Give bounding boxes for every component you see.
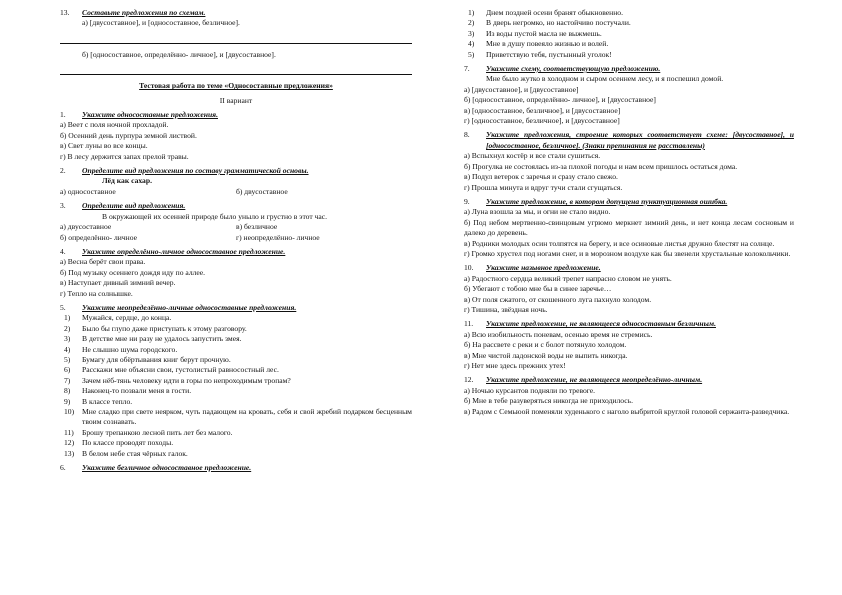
item-number: 5) [468,49,475,59]
question-number: 7. [464,64,470,74]
option: в) Радом с Семьюой поменяли худенького с наголо выбритой круглой головой сержанта-разведчика. [464,406,790,416]
item-text: Приветствую тебя, пустынный уголок! [486,49,612,59]
option: г) неопределённо- личное [236,232,320,242]
option: в) [односоставное, безличное], и [двусоставное] [464,105,621,115]
item-text: В дверь негромко, но настойчиво постучали. [486,18,631,28]
question-number: 4. [60,246,66,256]
question-6 [60,463,412,473]
options-row [60,187,412,197]
item-number: 2) [468,18,475,28]
test-title: Тестовая работа по теме «Односоставные предложения» [139,81,333,91]
question-number: 10. [464,263,474,273]
question-title: Укажите предложение, не являющееся неопределённо-личным. [486,375,703,385]
list-item [464,8,794,18]
item-text: Зачем нёб-тянь человеку идти в горы по непроходимым тропам? [82,375,291,385]
item-number: 7) [64,375,71,385]
option: б) На рассвете с реки и с болот потянуло холодом. [464,340,627,350]
question-number: 11. [464,319,474,329]
option: в) Наступает дивный зимний вечер. [60,278,176,288]
option: а) [двусоставное], и [двусоставное] [464,84,579,94]
option: в) От поля сжатого, от скошенного луга пахнуло холодом. [464,294,652,304]
question-number: 3. [60,201,66,211]
list-item [464,50,794,60]
question-title: Укажите предложение, не являющееся односоставным безличным. [486,319,716,329]
option: а) Весна берёт свои права. [60,257,146,267]
item-number: 5) [64,354,71,364]
question-number: 5. [60,302,66,312]
item-number: 2) [64,323,71,333]
question-sentence: Мне было жутко в холодном и сыром осеннем лесу, и я поспешил домой. [486,74,724,84]
question-number: 1. [60,110,66,120]
list-item [464,29,794,39]
option: г) [односоставное, безличное], и [двусоставное] [464,116,620,126]
question-5 [60,303,412,313]
item-text: Брошу трепанкою лесной пить лет без малого. [82,427,233,437]
item-text: В детстве мне ни разу не удалось запустить змея. [82,334,242,344]
question-10 [464,263,794,273]
item-text: Из воды пустой масла не выжмешь. [486,28,602,38]
question-2 [60,166,412,176]
item-number: 4) [468,39,475,49]
option: б) [односоставное, определённо- личное], и [двусоставное] [464,95,656,105]
item-number: 6) [64,365,71,375]
list-item [60,376,412,386]
item-number: 3) [64,334,71,344]
option: а) односоставное [60,186,116,196]
item-number: 4) [64,344,71,354]
list-item [60,313,412,323]
option: б) определённо- личное [60,232,137,242]
item-number: 13) [64,448,75,458]
list-item [60,407,412,428]
option: в) Свет луны во все концы. [60,141,148,151]
option: б) Убегают с тобою мне бы в синее заречье… [464,284,612,294]
scheme-a: а) [двусоставное], и [односоставное, безличное]. [82,18,240,28]
question-title: Укажите определённо-личное односоставное предложение. [82,246,286,256]
option: г) В лесу держится запах прелой травы. [60,151,189,161]
options-row [60,233,412,243]
question-title: Укажите предложение, в котором допущена пунктуационная ошибка. [486,196,728,206]
question-title: Укажите односоставные предложения. [82,110,218,120]
option: в) Мне чистой ладонской воды не выпить никогда. [464,350,628,360]
list-item [464,18,794,28]
item-number: 12) [64,438,75,448]
option: г) Прошла минута и вдруг тучи стали сгущаться. [464,182,623,192]
question-title: Укажите назывное предложение. [486,263,601,273]
question-number: 8. [464,130,470,140]
item-text: В белом небе стая чёрных галок. [82,448,188,458]
option: а) Ночью курсантов подняли по тревоге. [464,385,596,395]
option: г) Тепло на солнышке. [60,288,133,298]
question-title: Укажите неопределённо-личные односоставные предложения. [82,302,297,312]
option: а) Веет с поля ночной прохладой. [60,120,169,130]
item-number: 11) [64,427,74,437]
option: а) двусоставное [60,222,112,232]
option: б) Под небом мертвенно-свинцовым угрюмо меркнет зимний день, и нет конца лесам сосновым и далеко до деревень. [464,217,794,238]
question-title: Укажите безличное односоставное предложение. [82,463,252,473]
option: г) Громко хрустел под ногами снег, и в морозном воздухе как бы звенели хрустальные колокольчики. [464,248,791,258]
question-number: 12. [464,375,474,385]
list-item [60,334,412,344]
option: б) Осенний день пурпура земной листвой. [60,130,197,140]
question-sentence: В окружающей их осенней природе было уныло и грустно в этот час. [102,211,328,221]
question-number: 13. [60,8,70,17]
options-row [60,222,412,232]
question-4 [60,247,412,257]
list-item [60,345,412,355]
question-title: Укажите предложения, строение которых соответствует схеме: [двусоставное], и [односоставное, безличное]. (Знаки препинания не расставлены) [486,130,794,150]
option: в) Подул ветерок с заречья и сразу стало свежо. [464,172,618,182]
item-text: Не слышно шума городского. [82,344,178,354]
item-text: Расскажи мне объясни свои, густолистый равносостный лес. [82,365,279,375]
option: г) Нет мне здесь прежних утех! [464,361,566,370]
option: а) Радостного сердца великий трепет напрасно словом не унять. [464,273,672,283]
item-text: Наконец-то позвали меня в гости. [82,386,192,396]
item-text: Днем поздней осени бранят обыкновенно. [486,8,623,17]
question-7 [464,64,794,74]
item-text: По классе проводят походы. [82,438,174,448]
list-item [60,386,412,396]
item-text: Мужайся, сердце, до конца. [82,313,172,323]
item-number: 10) [64,407,75,416]
item-number: 3) [468,28,475,38]
right-column [464,8,794,417]
question-12 [464,375,794,385]
question-title: Определите вид предложения. [82,201,186,211]
option: а) Вспыхнул костёр и все стали сушиться. [464,151,601,161]
item-number: 1) [64,313,71,323]
option: в) Родники молодых осин толпятся на берегу, и все осиновые листья дружно блестят на солнце. [464,238,775,248]
option: б) Под музыку осеннего дождя иду по аллее. [60,267,206,277]
item-text: В классе тепло. [82,396,133,406]
question-number: 2. [60,166,66,176]
option: в) безличное [236,222,278,232]
question-title: Укажите схему, соответствующую предложению. [486,64,661,74]
option: г) Тишина, звёздная ночь. [464,304,548,314]
question-3 [60,201,412,211]
question-title: Определите вид предложения по составу грамматической основы. [82,166,309,176]
question-number: 9. [464,196,470,206]
option: а) Луна взошла за мы, и огни не стало видно. [464,207,611,217]
list-item [60,438,412,448]
question-1 [60,110,412,120]
question-9 [464,197,794,207]
list-item [60,365,412,375]
question-8 [464,130,794,151]
list-item [60,324,412,334]
question-title: Составьте предложения по схемам. [82,8,206,17]
item-text: Бумагу для обёртывания книг берут прочную. [82,354,231,364]
scheme-b: б) [односоставное, определённо- личное], и [двусоставное]. [82,49,276,59]
option: а) Всю изобильность поневам, осенью время не стремись. [464,329,653,339]
item-text: Мне сладко при свете неярком, чуть падающем на кровать, себя и свой жребий подарком бесценным твоим сознавать. [82,407,412,427]
left-column [60,8,412,473]
list-item [60,428,412,438]
option: б) Прогулка не состоялась из-за плохой погоды и нам всем пришлось остаться дома. [464,161,738,171]
question-11 [464,319,794,329]
list-item [60,355,412,365]
list-item [60,397,412,407]
question-number: 6. [60,463,66,473]
question-13 [60,8,412,18]
list-item [60,449,412,459]
option: б) двусоставное [236,186,288,196]
item-number: 8) [64,386,71,396]
item-text: Мне в душу повеяло жизнью и волей. [486,39,609,49]
item-number: 9) [64,396,71,406]
item-text: Было бы глупо даже приступать к этому разговору. [82,323,247,333]
option: б) Мне в тебе разуверяться никогда не приходилось. [464,396,634,406]
item-number: 1) [468,8,475,17]
list-item [464,39,794,49]
question-sentence: Лёд как сахар. [102,176,152,186]
variant-label: II вариант [219,95,253,105]
